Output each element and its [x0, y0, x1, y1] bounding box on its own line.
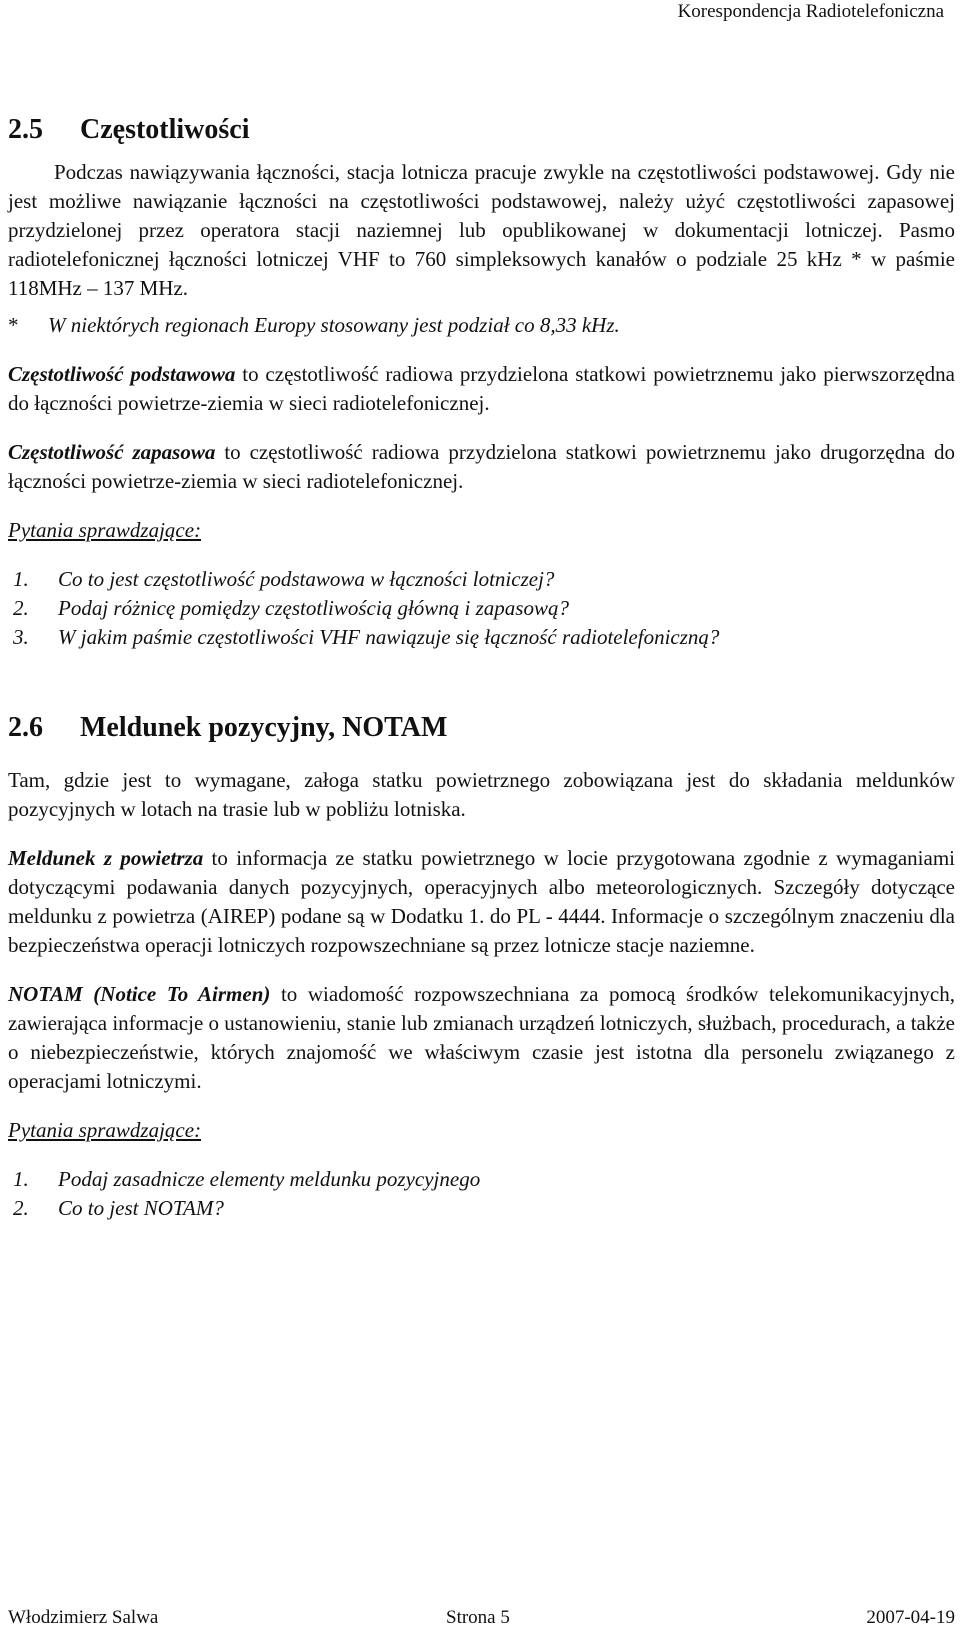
footer-date: 2007-04-19 [866, 1607, 955, 1628]
section-title: Częstotliwości [80, 114, 250, 145]
definition-term: Częstotliwość zapasowa [8, 440, 216, 464]
definition-notam [8, 980, 955, 1096]
questions-heading: Pytania sprawdzające: [8, 1118, 202, 1142]
definition-text: to wiadomość rozpowszechniana za pomocą środków telekomunikacyjnych, zawierająca informacje o ustanowieniu, stanie lub zmianach urządzeń lotniczych, służbach, procedurach, a także o niebezpieczeństwie, których znajomość we właściwym czasie jest istotna dla personelu związanego z operacjami lotniczymi. [8, 982, 955, 1093]
list-item: 2. Co to jest NOTAM? [13, 1196, 224, 1220]
definition-term: NOTAM [8, 982, 83, 1006]
list-item: 1. Co to jest częstotliwość podstawowa w łączności lotniczej? [13, 567, 555, 591]
definition-term: Częstotliwość podstawowa [8, 362, 236, 386]
running-header [0, 0, 944, 24]
list-item: 2. Podaj różnicę pomiędzy częstotliwością główną i zapasową? [13, 596, 569, 620]
definition-term-expansion: (Notice To Airmen) [93, 982, 271, 1006]
footnote-text: W niektórych regionach Europy stosowany jest podział co 8,33 kHz. [48, 313, 620, 337]
definition-backup-frequency [8, 438, 955, 496]
footer-author: Włodzimierz Salwa [8, 1607, 159, 1628]
paragraph-position-reports: Tam, gdzie jest to wymagane, załoga statku powietrznego zobowiązana jest do składania meldunków pozycyjnych w lotach na trasie lub w pobliżu lotniska. [8, 768, 955, 821]
list-item: 1. Podaj zasadnicze elementy meldunku pozycyjnego [13, 1167, 481, 1191]
section-heading-2-6 [8, 710, 955, 746]
definition-primary-frequency [8, 360, 955, 418]
questions-heading: Pytania sprawdzające: [8, 518, 202, 542]
running-header-title: Korespondencja Radiotelefoniczna [677, 1, 944, 22]
paragraph-frequencies: Podczas nawiązywania łączności, stacja lotnicza pracuje zwykle na częstotliwości podstawowej. Gdy nie jest możliwe nawiązanie łączności na częstotliwości podstawowej, należy użyć częstotliwości zapasowej przydzielonej przez operatora stacji naziemnej lub opublikowanej w dokumentacji lotniczej. Pasmo radiotelefonicznej łączności lotniczej VHF to 760 simpleksowych kanałów o podziale 25 kHz * w paśmie 118MHz – 137 MHz. [8, 160, 955, 300]
questions-list [8, 565, 955, 652]
section-title: Meldunek pozycyjny, NOTAM [80, 712, 448, 743]
section-heading-2-5 [8, 112, 955, 148]
page-content [8, 112, 955, 1223]
definition-text: to informacja ze statku powietrznego w locie przygotowana zgodnie z wymaganiami dotyczącymi podawania danych pozycyjnych, operacyjnych albo meteorologicznych. Szczegóły dotyczące meldunku z powietrza (AIREP) podane są w Dodatku 1. do PL - 4444. Informacje o szczególnym znaczeniu dla bezpieczeństwa operacji lotniczych rozpowszechniane są przez lotnicze stacje naziemne. [8, 846, 955, 957]
footnote [8, 311, 955, 340]
footnote-marker: * [8, 313, 19, 337]
section-number: 2.6 [8, 712, 43, 743]
footer-page-number: Strona 5 [446, 1607, 510, 1628]
definition-text: to częstotliwość radiowa przydzielona statkowi powietrznemu jako drugorzędna do łączności powietrze-ziemia w sieci radiotelefonicznej. [8, 440, 955, 493]
list-item: 3. W jakim paśmie częstotliwości VHF nawiązuje się łączność radiotelefoniczną? [13, 625, 720, 649]
questions-list [8, 1165, 955, 1223]
definition-term: Meldunek z powietrza [8, 846, 204, 870]
definition-airep [8, 844, 955, 960]
section-number: 2.5 [8, 114, 43, 145]
definition-text: to częstotliwość radiowa przydzielona statkowi powietrznemu jako pierwszorzędna do łączności powietrze-ziemia w sieci radiotelefonicznej. [8, 362, 955, 415]
